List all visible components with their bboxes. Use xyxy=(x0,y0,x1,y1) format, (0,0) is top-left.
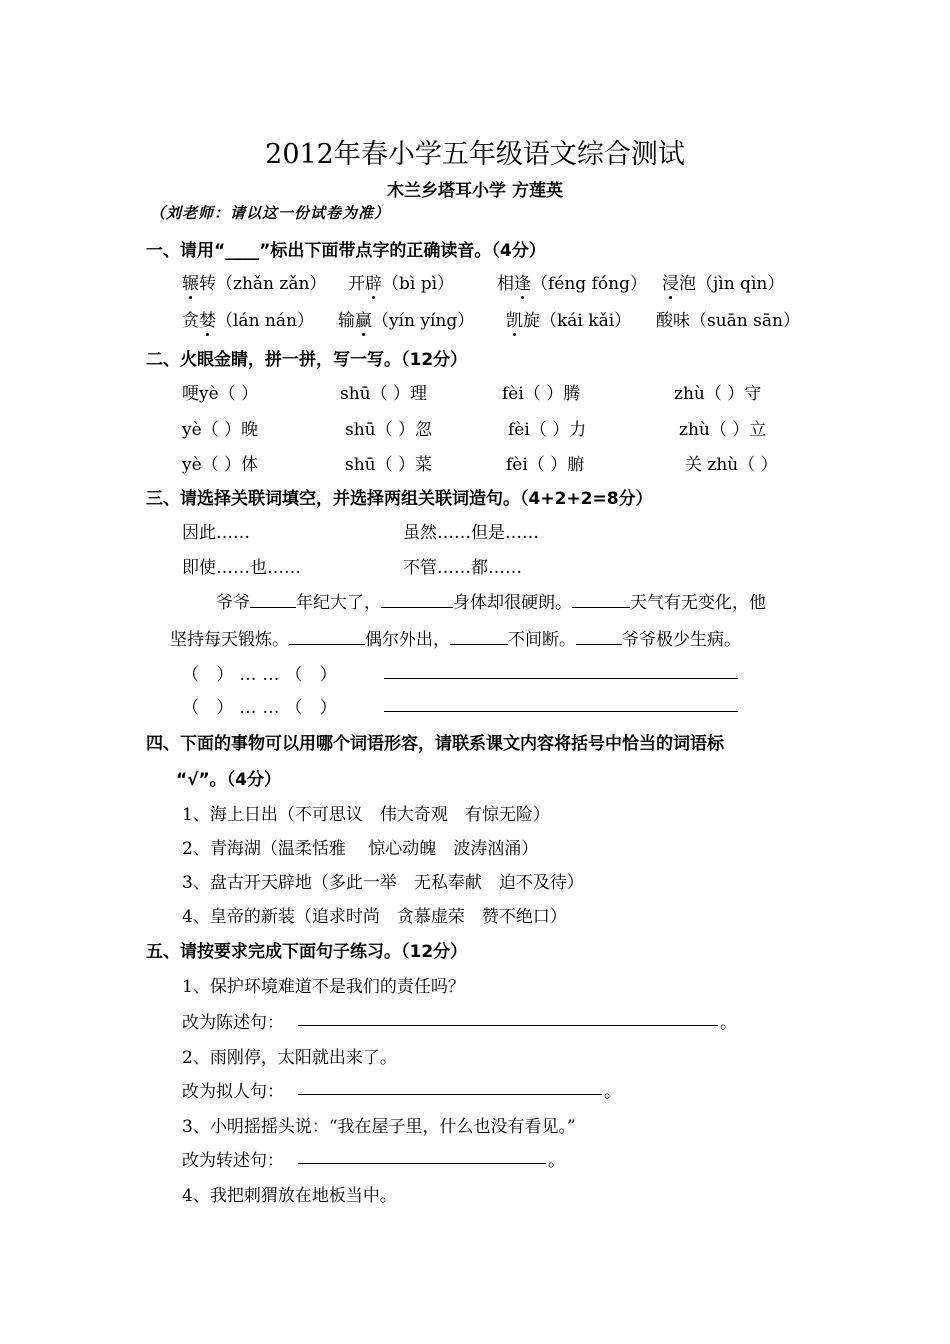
conjunction-option: 即使……也…… xyxy=(182,558,301,578)
period: 。 xyxy=(548,1151,565,1171)
teacher-note: （刘老师：请以这一份试卷为准） xyxy=(150,204,391,222)
section-4-heading: 四、下面的事物可以用哪个词语形容，请联系课文内容将括号中恰当的词语标 xyxy=(146,734,724,754)
section-3-heading: 三、请选择关联词填空，并选择两组关联词造句。（4+2+2=8分） xyxy=(146,489,653,509)
fill-item: zhù（ ）立 xyxy=(679,420,767,440)
fill-item: yè（ ）晚 xyxy=(182,420,259,440)
answer-blank[interactable] xyxy=(572,590,630,608)
answer-line[interactable] xyxy=(298,1163,546,1164)
pinyin-item: 相逢（féng fóng） xyxy=(497,269,647,294)
pinyin-item: 开辟（bì pì） xyxy=(348,269,454,294)
question-4: 4、我把刺猬放在地板当中。 xyxy=(182,1186,397,1206)
sentence-answer-line[interactable] xyxy=(384,678,738,679)
period: 。 xyxy=(720,1013,737,1033)
sentence-pair-label: （ ）……（ ） xyxy=(182,665,343,685)
pinyin-item: 输赢（yín yíng） xyxy=(338,306,474,331)
passage-line-1: 爷爷 年纪大了， 身体却很硬朗。 天气有无变化，他 xyxy=(216,588,766,613)
word-choice-item: 4、皇帝的新装（追求时尚 贪慕虚荣 赞不绝口） xyxy=(182,907,567,927)
conjunction-option: 因此…… xyxy=(182,523,250,543)
answer-blank[interactable] xyxy=(576,627,622,645)
fill-item: fèi（ ）腾 xyxy=(502,384,581,404)
pinyin-item: 酸味（suān sān） xyxy=(656,311,800,331)
fill-item: shū（ ）理 xyxy=(340,384,428,404)
conjunction-option: 不管……都…… xyxy=(403,558,522,578)
fill-item: 关 zhù（ ） xyxy=(685,455,778,475)
answer-label: 改为转述句： xyxy=(182,1151,284,1171)
sentence-answer-line[interactable] xyxy=(384,711,738,712)
pinyin-item: 辗转（zhǎn zǎn） xyxy=(182,269,326,294)
word-choice-item: 2、青海湖（温柔恬雅 惊心动魄 波涛汹涌） xyxy=(182,839,539,859)
question-1: 1、保护环境难道不是我们的责任吗？ xyxy=(182,977,465,997)
answer-blank[interactable] xyxy=(381,590,453,608)
question-3: 3、小明摇摇头说：“我在屋子里，什么也没有看见。” xyxy=(182,1117,576,1137)
page-title: 2012年春小学五年级语文综合测试 xyxy=(265,139,685,170)
pinyin-item: 贪婪（lán nán） xyxy=(182,306,314,331)
fill-item: zhù（ ）守 xyxy=(674,384,762,404)
pinyin-item: 凯旋（kái kǎi） xyxy=(506,306,631,331)
answer-label: 改为拟人句： xyxy=(182,1082,284,1102)
fill-item: fèi（ ）力 xyxy=(508,420,587,440)
answer-line[interactable] xyxy=(298,1094,602,1095)
fill-item: fèi（ ）腑 xyxy=(506,455,585,475)
answer-blank[interactable] xyxy=(250,590,296,608)
fill-item: shū（ ）忽 xyxy=(345,420,433,440)
passage-line-2: 坚持每天锻炼。 偶尔外出， 不间断。 爷爷极少生病。 xyxy=(170,625,741,650)
fill-item: shū（ ）菜 xyxy=(345,455,433,475)
conjunction-option: 虽然……但是…… xyxy=(403,523,539,543)
fill-item: yè（ ）体 xyxy=(182,455,259,475)
answer-blank[interactable] xyxy=(450,627,508,645)
word-choice-item: 3、盘古开天辟地（多此一举 无私奉献 迫不及待） xyxy=(182,873,584,893)
answer-label: 改为陈述句： xyxy=(182,1013,284,1033)
period: 。 xyxy=(604,1082,621,1102)
answer-line[interactable] xyxy=(298,1025,718,1026)
sentence-pair-label: （ ）……（ ） xyxy=(182,698,343,718)
fill-item: 哽yè（ ） xyxy=(182,384,259,404)
word-choice-item: 1、海上日出（不可思议 伟大奇观 有惊无险） xyxy=(182,805,550,825)
section-4-heading-cont: “√”。（4分） xyxy=(176,770,282,790)
section-5-heading: 五、请按要求完成下面句子练习。（12分） xyxy=(146,942,468,962)
section-1-heading: 一、请用“____”标出下面带点字的正确读音。（4分） xyxy=(146,241,546,261)
author-line: 木兰乡塔耳小学 方莲英 xyxy=(387,181,563,201)
question-2: 2、雨刚停，太阳就出来了。 xyxy=(182,1048,397,1068)
section-2-heading: 二、火眼金睛，拼一拼，写一写。（12分） xyxy=(146,350,468,370)
answer-blank[interactable] xyxy=(289,627,365,645)
pinyin-item: 浸泡（jìn qìn） xyxy=(662,269,784,294)
